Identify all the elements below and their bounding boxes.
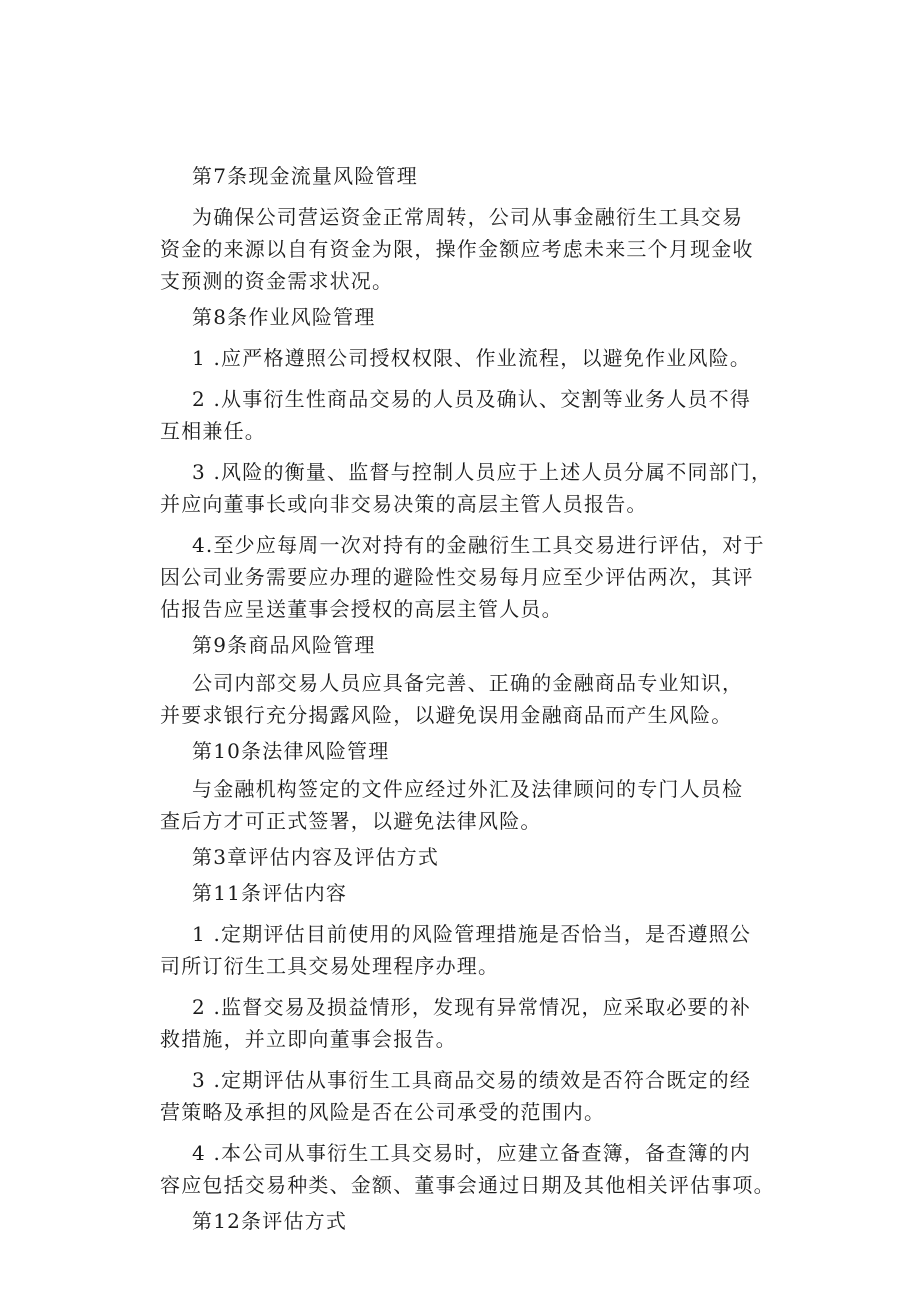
article-9-paragraph xyxy=(160,667,762,731)
article-9-heading xyxy=(160,629,762,661)
paragraph-line: 2 .监督交易及损益情形，发现有异常情况，应采取必要的补 xyxy=(192,995,752,1019)
heading-line: 第9条商品风险管理 xyxy=(192,633,376,657)
article-8-item-3 xyxy=(160,456,773,520)
paragraph-line: 4 .本公司从事衍生工具交易时，应建立备查簿，备查簿的内 xyxy=(192,1141,752,1165)
chapter-3-heading xyxy=(160,841,762,873)
article-8-heading xyxy=(160,301,762,333)
paragraph-line: 4.至少应每周一次对持有的金融衍生工具交易进行评估，对于 xyxy=(192,533,765,557)
paragraph-line: 并应向董事长或向非交易决策的高层主管人员报告。 xyxy=(160,492,648,516)
article-8-item-4 xyxy=(160,529,765,625)
heading-line: 第3章评估内容及评估方式 xyxy=(192,845,440,869)
paragraph-line: 3 .风险的衡量、监督与控制人员应于上述人员分属不同部门， xyxy=(192,460,773,484)
article-12-heading xyxy=(160,1205,762,1237)
paragraph-line: 容应包括交易种类、金额、董事会通过日期及其他相关评估事项。 xyxy=(160,1173,775,1197)
heading-line: 第10条法律风险管理 xyxy=(192,739,390,763)
heading-line: 第7条现金流量风险管理 xyxy=(192,164,418,188)
heading-line: 第8条作业风险管理 xyxy=(192,305,376,329)
heading-line: 第12条评估方式 xyxy=(192,1209,348,1233)
paragraph-line: 互相兼任。 xyxy=(160,419,266,443)
paragraph-line: 2 .从事衍生性商品交易的人员及确认、交割等业务人员不得 xyxy=(192,387,752,411)
article-7-paragraph xyxy=(160,201,762,297)
paragraph-line: 3 .定期评估从事衍生工具商品交易的绩效是否符合既定的经 xyxy=(192,1068,752,1092)
paragraph-line: 因公司业务需要应办理的避险性交易每月应至少评估两次，其评 xyxy=(160,565,754,589)
article-11-heading xyxy=(160,877,762,909)
article-10-heading xyxy=(160,735,762,767)
paragraph-line: 资金的来源以自有资金为限，操作金额应考虑未来三个月现金收 xyxy=(160,237,754,261)
article-11-item-1 xyxy=(160,918,762,982)
paragraph-line: 与金融机构签定的文件应经过外汇及法律顾问的专门人员检 xyxy=(192,777,744,801)
paragraph-line: 支预测的资金需求状况。 xyxy=(160,269,394,293)
paragraph-line: 1 .应严格遵照公司授权权限、作业流程，以避免作业风险。 xyxy=(192,346,752,370)
paragraph-line: 1 .定期评估目前使用的风险管理措施是否恰当，是否遵照公 xyxy=(192,922,752,946)
paragraph-line: 为确保公司营运资金正常周转，公司从事金融衍生工具交易 xyxy=(192,205,744,229)
paragraph-line: 估报告应呈送董事会授权的高层主管人员。 xyxy=(160,597,563,621)
article-11-item-2 xyxy=(160,991,762,1055)
paragraph-line: 并要求银行充分揭露风险，以避免误用金融商品而产生风险。 xyxy=(160,703,733,727)
article-11-item-3 xyxy=(160,1064,762,1128)
article-8-item-1 xyxy=(160,342,762,374)
article-11-item-4 xyxy=(160,1137,775,1201)
document-body xyxy=(160,160,775,1237)
heading-line: 第11条评估内容 xyxy=(192,881,348,905)
article-7-heading xyxy=(160,160,762,192)
paragraph-line: 查后方才可正式签署，以避免法律风险。 xyxy=(160,809,542,833)
paragraph-line: 公司内部交易人员应具备完善、正确的金融商品专业知识， xyxy=(192,671,744,695)
paragraph-line: 营策略及承担的风险是否在公司承受的范围内。 xyxy=(160,1100,606,1124)
article-8-item-2 xyxy=(160,383,762,447)
paragraph-line: 司所订衍生工具交易处理程序办理。 xyxy=(160,954,500,978)
article-10-paragraph xyxy=(160,773,762,837)
paragraph-line: 救措施，并立即向董事会报告。 xyxy=(160,1027,457,1051)
